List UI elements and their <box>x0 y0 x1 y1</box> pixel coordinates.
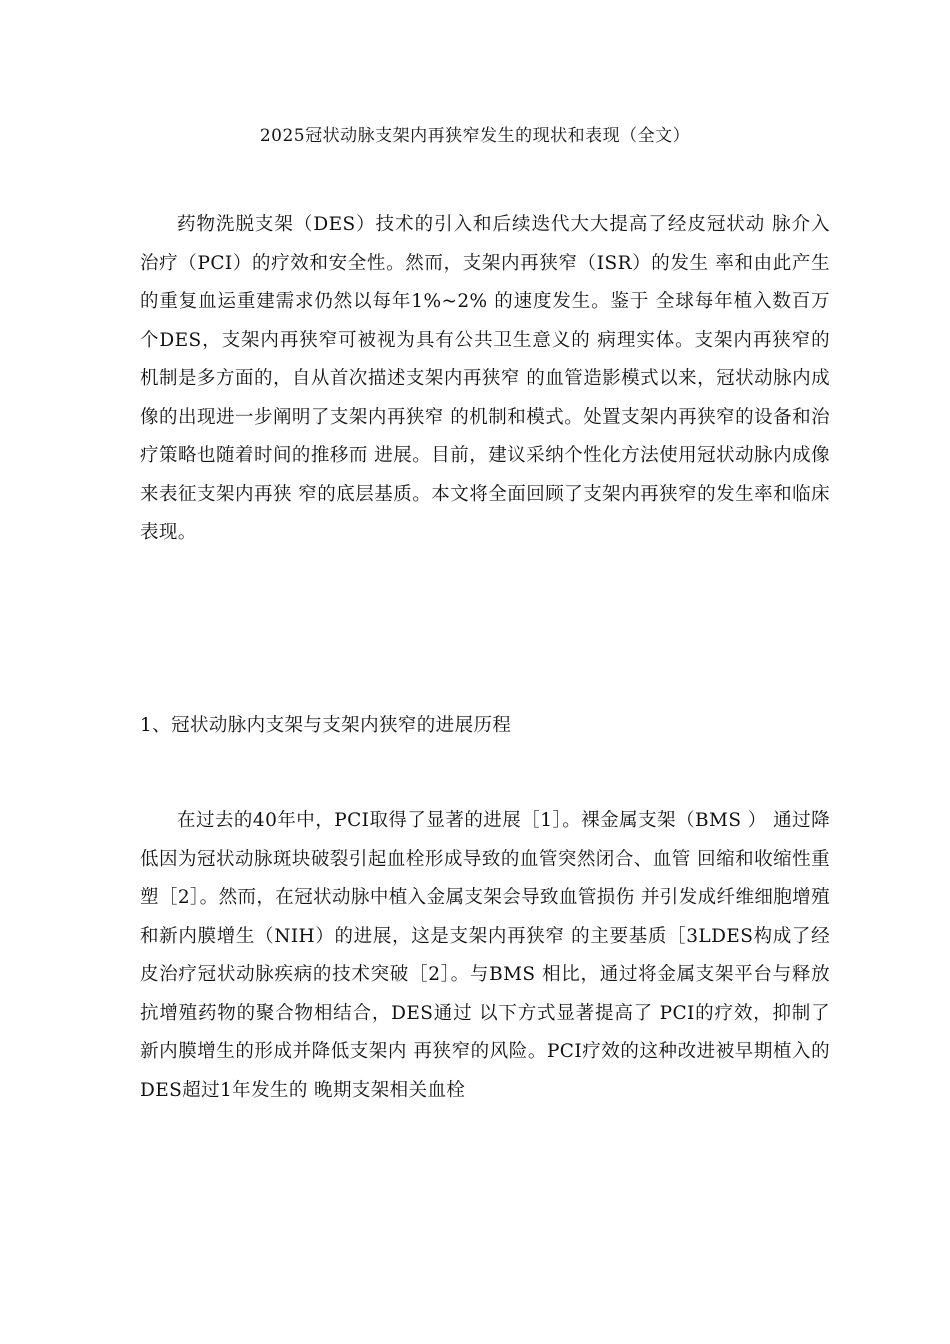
section-1-paragraph: 在过去的40年中，PCI取得了显著的进展［1］。裸金属支架（BMS ） 通过降低因为冠状动脉斑块破裂引起血栓形成导致的血管突然闭合、血管 回缩和收缩性重塑［2］。然而，在冠状动脉中植入金属支架会导致血管损伤 并引发成纤维细胞增殖和新内膜增生（NIH）的进展，这是支架内再狭窄 的主要基质［3LDES构成了经皮治疗冠状动脉疾病的技术突破［2］。与BMS 相比，通过将金属支架平台与释放抗增殖药物的聚合物相结合，DES通过 以下方式显著提高了 PCI的疗效，抑制了新内膜增生的形成并降低支架内 再狭窄的风险。PCI疗效的这种改进被早期植入的DES超过1年发生的 晚期支架相关血栓 <box>140 810 830 1101</box>
document-title: 2025冠状动脉支架内再狭窄发生的现状和表现（全文） <box>259 126 691 146</box>
intro-paragraph: 药物洗脱支架（DES）技术的引入和后续迭代大大提高了经皮冠状动 脉介入治疗（PCI）的疗效和安全性。然而，支架内再狭窄（ISR）的发生 率和由此产生的重复血运重建需求仍然以每年1%~2% 的速度发生。鉴于 全球每年植入数百万个DES，支架内再狭窄可被视为具有公共卫生意义的 病理实体。支架内再狭窄的机制是多方面的，自从首次描述支架内再狭窄 的血管造影模式以来，冠状动脉内成像的出现进一步阐明了支架内再狭窄 的机制和模式。处置支架内再狭窄的设备和治疗策略也随着时间的推移而 进展。目前，建议采纳个性化方法使用冠状动脉内成像来表征支架内再狭 窄的底层基质。本文将全面回顾了支架内再狭窄的发生率和临床表现。 <box>140 214 830 543</box>
section-1-heading: 1、冠状动脉内支架与支架内狭窄的进展历程 <box>140 715 512 736</box>
